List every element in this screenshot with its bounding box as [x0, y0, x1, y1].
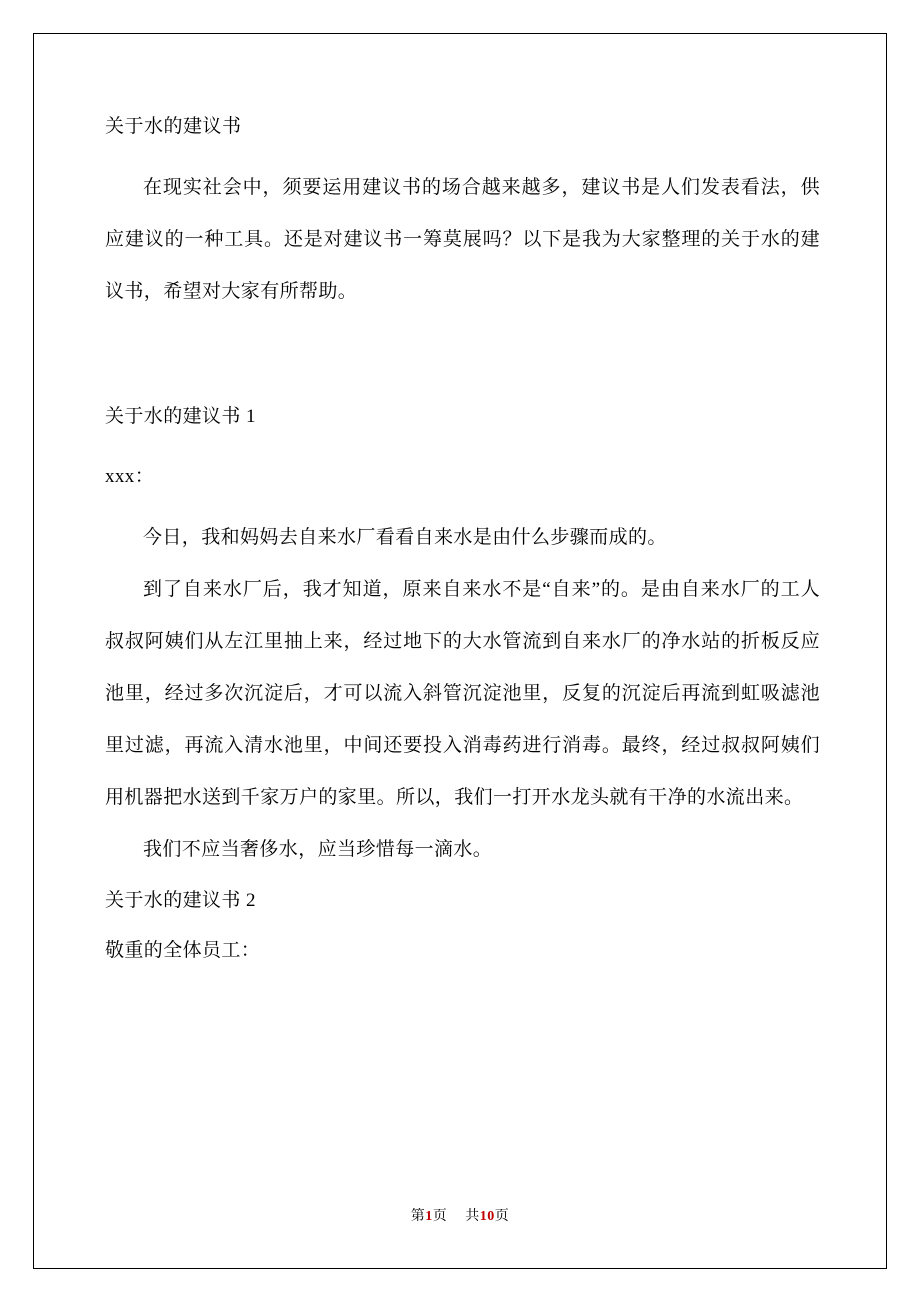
body-paragraph-2: 到了自来水厂后，我才知道，原来自来水不是“自来”的。是由自来水厂的工人叔叔阿姨们从左江里抽上来，经过地下的大水管流到自来水厂的净水站的折板反应池里，经过多次沉淀后，才可以流入斜管沉淀池里，反复的沉淀后再流到虹吸滤池里过滤，再流入清水池里，中间还要投入消毒药进行消毒。最终，经过叔叔阿姨们用机器把水送到千家万户的家里。所以，我们一打开水龙头就有干净的水流出来。 [105, 579, 820, 808]
footer-total-prefix: 共 [465, 1209, 480, 1224]
page-title: 关于水的建议书 [105, 116, 242, 137]
section-1-heading: 关于水的建议书 1 [105, 406, 256, 427]
body-paragraph-1: 今日，我和妈妈去自来水厂看看自来水是由什么步骤而成的。 [143, 527, 667, 548]
salutation-1: xxx： [105, 466, 155, 487]
salutation-spacer [105, 502, 820, 512]
footer-page-prefix: 第 [410, 1209, 426, 1224]
section-spacer [105, 318, 820, 392]
footer-total-number: 10 [479, 1209, 495, 1224]
heading-spacer [105, 442, 820, 452]
page-footer [0, 1205, 920, 1225]
salutation-2: 敬重的全体员工： [105, 940, 261, 961]
footer-page-number: 1 [425, 1209, 433, 1224]
body-paragraph-3: 我们不应当奢侈水，应当珍惜每一滴水。 [143, 839, 493, 860]
footer-page-suffix: 页 [432, 1209, 448, 1224]
document-content [105, 110, 820, 976]
footer-total-suffix: 页 [494, 1209, 510, 1224]
intro-paragraph: 在现实社会中，须要运用建议书的场合越来越多，建议书是人们发表看法，供应建议的一种工具。还是对建议书一筹莫展吗？以下是我为大家整理的关于水的建议书，希望对大家有所帮助。 [105, 177, 820, 302]
section-2-heading: 关于水的建议书 2 [105, 890, 256, 911]
